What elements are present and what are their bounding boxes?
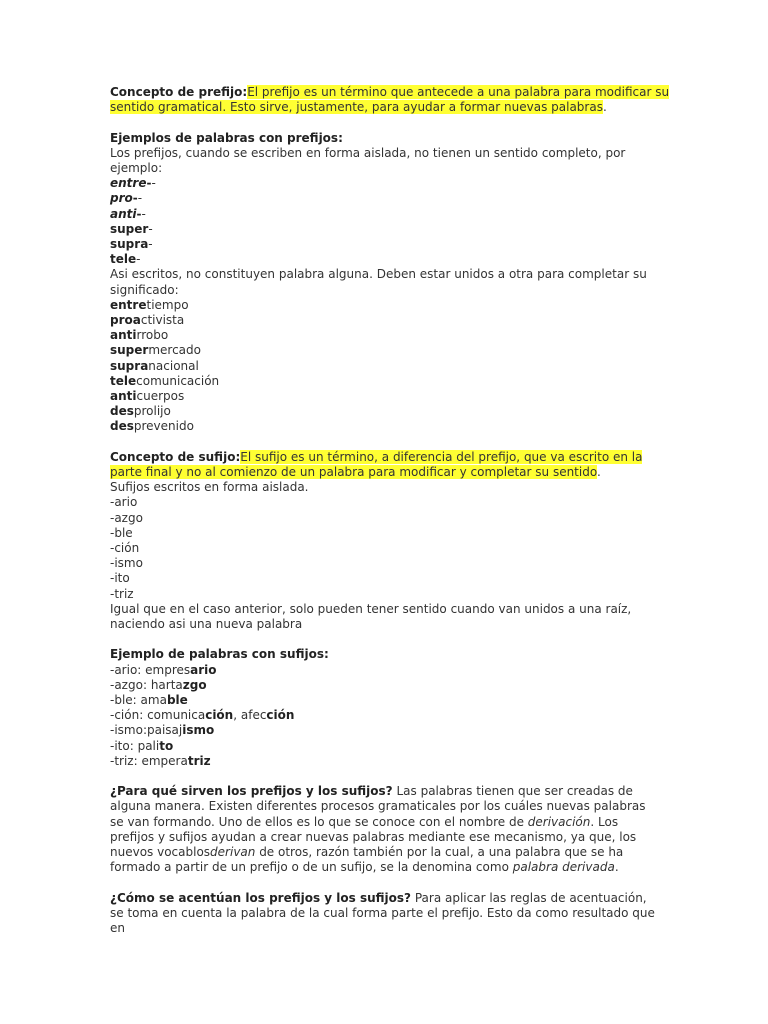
prefix-dash: -	[136, 206, 142, 221]
word-rest: nacional	[148, 358, 199, 373]
word-stem: paisaj	[147, 723, 183, 738]
prefixed-word	[110, 389, 655, 404]
suffix-intro: Sufijos escritos en forma aislada.	[110, 480, 309, 495]
suffix-concept-line1	[110, 450, 655, 465]
isolated-suffix: -ción	[110, 541, 140, 556]
prefix-concept-line2	[110, 100, 655, 115]
isolated-prefix-pro	[110, 191, 655, 206]
word-stem: ama	[140, 693, 167, 708]
isolated-suffix: -ito	[110, 571, 130, 586]
word-suffix: ario	[190, 662, 217, 677]
word-separator: ,	[233, 708, 241, 723]
prefixed-word	[110, 404, 655, 419]
prefix-root: tele	[110, 252, 137, 267]
word-stem: pali	[137, 738, 160, 753]
suffix-examples-heading	[110, 647, 655, 662]
prefix-intro-line1: Los prefijos, cuando se escriben en forma aislada, no tienen un sentido completo, por	[110, 145, 626, 160]
prefix-root: pro	[110, 191, 133, 206]
isolated-suffix: -ismo	[110, 556, 143, 571]
prefix-dash: -	[136, 252, 141, 267]
purpose-paragraph	[110, 784, 655, 875]
word-prefix: super	[110, 343, 149, 358]
suffixed-word	[110, 693, 655, 708]
suffix-label: -ción:	[110, 708, 148, 723]
word-suffix: ble	[166, 693, 188, 708]
word-suffix: ismo	[182, 723, 215, 738]
suffix-label: -triz:	[110, 753, 142, 768]
word-stem: comunica	[147, 708, 206, 723]
suffix-definition-highlight: El sufijo es un término, a diferencia del prefijo, que va escrito en la	[240, 449, 643, 464]
suffixed-word	[110, 754, 655, 769]
isolated-prefix-supra	[110, 237, 655, 252]
word-suffix: to	[159, 738, 174, 753]
word-stem: harta	[150, 677, 183, 692]
spacer	[110, 769, 655, 784]
word-prefix: supra	[110, 358, 149, 373]
prefix-trail: -	[137, 191, 143, 206]
suffix-label: -ito:	[110, 738, 138, 753]
isolated-prefix-tele	[110, 252, 655, 267]
prefix-trail: -	[151, 176, 156, 191]
spacer	[110, 632, 655, 647]
prefix-dash: -	[132, 191, 138, 206]
prefix-definition-period: .	[602, 100, 607, 115]
suffixed-word	[110, 663, 655, 678]
word-rest: cuerpos	[136, 389, 185, 404]
suffix-label: -azgo:	[110, 677, 151, 692]
word-suffix: ción	[266, 708, 295, 723]
word-rest: prevenido	[133, 419, 194, 434]
suffixed-word	[110, 678, 655, 693]
prefix-root: supra	[110, 237, 149, 252]
prefixed-word	[110, 313, 655, 328]
prefix-intro-line2: ejemplo:	[110, 161, 163, 175]
suffix-note-line2: naciendo asi una nueva palabra	[110, 617, 303, 632]
prefixed-word	[110, 419, 655, 434]
suffix-label: -ble:	[110, 693, 141, 708]
suffix-concept-line2	[110, 465, 655, 480]
suffix-label: -ario:	[110, 662, 146, 677]
isolated-prefix-anti	[110, 207, 655, 222]
prefix-note-line1: Asi escritos, no constituyen palabra alguna. Deben estar unidos a otra para completar su	[110, 267, 647, 282]
purpose-text: .	[614, 860, 619, 875]
term-palabra-derivada: palabra derivada	[512, 860, 615, 875]
word-rest: comunicación	[136, 373, 220, 388]
prefix-definition-highlight: El prefijo es un término que antecede a una palabra para modificar su	[247, 85, 670, 99]
word-rest: mercado	[148, 343, 201, 358]
isolated-suffix: -ble	[110, 525, 133, 540]
purpose-text: . Los prefijos y sufijos ayudan a crear nuevas palabras mediante ese mecanismo, ya que, los nuevos vocablos	[110, 814, 637, 860]
suffix-label: -ismo:	[110, 723, 147, 738]
word-stem: afec	[240, 708, 267, 723]
prefixed-word	[110, 298, 655, 313]
prefix-root: entre	[110, 176, 147, 191]
word-prefix: tele	[110, 373, 137, 388]
suffixed-word	[110, 723, 655, 738]
prefixed-word	[110, 343, 655, 358]
isolated-prefix-entre	[110, 176, 655, 191]
word-rest: rrobo	[136, 328, 169, 343]
spacer	[110, 876, 655, 891]
word-stem: empera	[141, 753, 188, 768]
isolated-suffix: -azgo	[110, 510, 143, 525]
word-prefix: proa	[110, 313, 141, 328]
prefix-root: super	[110, 221, 149, 236]
suffix-definition-highlight-cont: parte final y no al comienzo de un palabra para modificar y completar su sentido	[110, 465, 597, 480]
prefix-dash: -	[148, 221, 153, 236]
document-page	[110, 85, 670, 936]
word-rest: ctivista	[140, 313, 185, 328]
suffixed-word	[110, 739, 655, 754]
word-stem: empres	[145, 662, 191, 677]
purpose-text: Las palabras tienen que ser creadas de alguna manera. Existen diferentes procesos gramaticales por los cuáles nuevas palabras se van formando. Uno de ellos es lo que se conoce con el nombre de	[110, 784, 646, 829]
prefix-definition-highlight-cont: sentido gramatical. Esto sirve, justamente, para ayudar a formar nuevas palabras	[110, 100, 603, 115]
purpose-question: ¿Para qué sirven los prefijos y los sufijos?	[110, 784, 393, 799]
prefix-examples-heading	[110, 131, 655, 146]
word-prefix: des	[110, 419, 134, 434]
prefixed-word	[110, 359, 655, 374]
prefix-dash: -	[146, 176, 152, 191]
word-rest: tiempo	[146, 297, 189, 312]
suffix-examples-heading-text: Ejemplo de palabras con sufijos:	[110, 647, 329, 662]
word-suffix: ción	[205, 708, 234, 723]
isolated-prefix-super	[110, 222, 655, 237]
spacer	[110, 435, 655, 450]
word-prefix: anti	[110, 389, 137, 404]
prefix-note-line2: significado:	[110, 282, 179, 297]
isolated-suffix: -triz	[110, 586, 134, 601]
prefix-concept-heading: Concepto de prefijo:	[110, 85, 248, 99]
suffix-definition-period: .	[596, 465, 601, 480]
word-suffix: triz	[187, 753, 211, 768]
spacer	[110, 115, 655, 130]
prefix-concept-line1	[110, 85, 670, 100]
word-suffix: zgo	[182, 677, 207, 692]
suffixed-word	[110, 708, 655, 723]
word-rest: prolijo	[133, 404, 171, 419]
accent-paragraph	[110, 891, 655, 937]
prefix-examples-heading-text: Ejemplos de palabras con prefijos:	[110, 130, 343, 145]
accent-question: ¿Cómo se acentúan los prefijos y los sufijos?	[110, 890, 412, 905]
purpose-text: de otros, razón también por la cual, a una palabra que se ha formado a partir de un prefijo o de un sufijo, se la denomina como	[110, 845, 624, 875]
prefixed-word	[110, 328, 655, 343]
word-prefix: anti	[110, 328, 137, 343]
isolated-suffix: -ario	[110, 495, 138, 510]
prefix-dash: -	[148, 237, 153, 252]
prefix-root: anti	[110, 206, 137, 221]
word-prefix: des	[110, 404, 134, 419]
suffix-note-line1: Igual que en el caso anterior, solo pueden tener sentido cuando van unidos a una raíz,	[110, 601, 632, 616]
accent-text: Para aplicar las reglas de acentuación, se toma en cuenta la palabra de la cual forma parte el prefijo. Esto da como resultado que en	[110, 890, 655, 936]
suffix-concept-heading: Concepto de sufijo:	[110, 449, 241, 464]
prefixed-word	[110, 374, 655, 389]
term-derivacion: derivación	[527, 814, 591, 829]
term-derivan: derivan	[210, 845, 256, 860]
word-prefix: entre	[110, 297, 147, 312]
prefix-trail: -	[141, 206, 146, 221]
